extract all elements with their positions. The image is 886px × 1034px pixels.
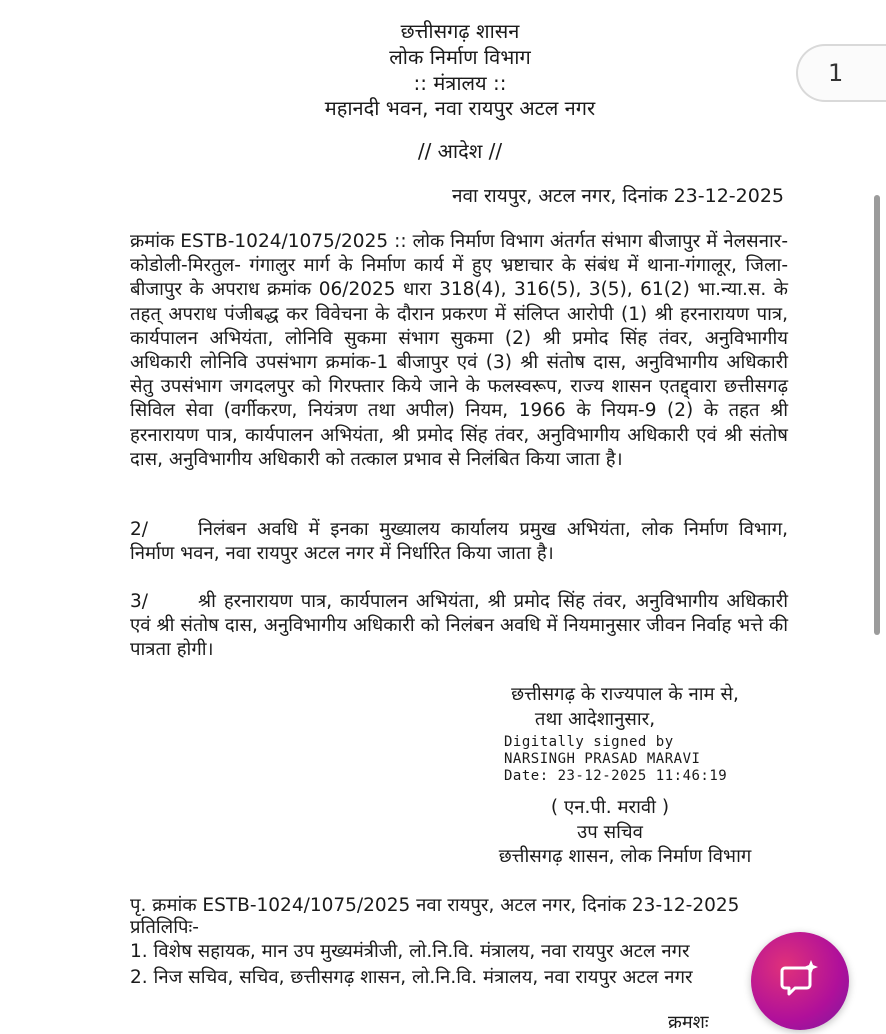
page-number-badge[interactable] — [796, 44, 886, 102]
copy-to-label: प्रतिलिपिः- — [130, 917, 199, 938]
paragraph-3 — [130, 590, 788, 663]
signatory-name: ( एन.पी. मरावी ) — [550, 797, 670, 818]
header-ministry: :: मंत्रालय :: — [413, 71, 507, 95]
digital-signature-label: Digitally signed by — [504, 734, 674, 750]
signatory-department: छत्तीसगढ़ शासन, लोक निर्माण विभाग — [498, 846, 752, 867]
endorsement-reference: पृ. क्रमांक ESTB-1024/1075/2025 नवा रायपुर, अटल नगर, दिनांक 23-12-2025 — [130, 895, 740, 916]
order-title: // आदेश // — [417, 139, 503, 163]
sparkle-chat-icon — [777, 956, 823, 1006]
ai-chat-button[interactable] — [751, 932, 849, 1030]
signatory-designation: उप सचिव — [577, 822, 643, 843]
digital-signature-name: NARSINGH PRASAD MARAVI — [504, 751, 701, 767]
scrollbar[interactable] — [874, 195, 880, 635]
by-order-line-1: छत्तीसगढ़ के राज्यपाल के नाम से, — [511, 684, 739, 705]
digital-signature-date: Date: 23-12-2025 11:46:19 — [504, 768, 728, 784]
paragraph-2-number: 2/ — [130, 519, 149, 540]
copy-recipient-2: 2. निज सचिव, सचिव, छत्तीसगढ़ शासन, लो.नि.वि. मंत्रालय, नवा रायपुर अटल नगर — [130, 967, 693, 988]
paragraph-2 — [130, 518, 788, 566]
copy-recipient-1: 1. विशेष सहायक, मान उप मुख्यमंत्रीजी, लो.नि.वि. मंत्रालय, नवा रायपुर अटल नगर — [130, 941, 690, 962]
order-date: नवा रायपुर, अटल नगर, दिनांक 23-12-2025 — [451, 185, 784, 207]
paragraph-3-number: 3/ — [130, 591, 149, 612]
paragraph-2-text: निलंबन अवधि में इनका मुख्यालय कार्यालय प्रमुख अभियंता, लोक निर्माण विभाग, निर्माण भवन, नवा रायपुर अटल नगर में निर्धारित किया जाता है। — [130, 519, 788, 565]
header-address: महानदी भवन, नवा रायपुर अटल नगर — [324, 96, 596, 120]
digital-signature — [504, 734, 727, 785]
paragraph-3-text: श्री हरनारायण पात्र, कार्यपालन अभियंता, श्री प्रमोद सिंह तंवर, अनुविभागीय अधिकारी एवं श्री संतोष दास, अनुविभागीय अधिकारी को निलंबन अवधि में नियमानुसार जीवन निर्वाह भत्ते की पात्रता होगी। — [130, 591, 788, 661]
header-department: लोक निर्माण विभाग — [389, 45, 531, 69]
continued-marker: क्रमशः — [668, 1012, 709, 1033]
page-number: 1 — [828, 59, 844, 87]
by-order-line-2: तथा आदेशानुसार, — [534, 709, 656, 730]
header-government: छत्तीसगढ़ शासन — [400, 19, 520, 43]
paragraph-1: क्रमांक ESTB-1024/1075/2025 :: लोक निर्माण विभाग अंतर्गत संभाग बीजापुर में नेलसनार-कोडोली-मिरतुल- गंगालुर मार्ग के निर्माण कार्य में हुए भ्रष्टाचार के संबंध में थाना-गंगालूर, जिला-बीजापुर के अपराध क्रमांक 06/2025 धारा 318(4), 316(5), 3(5), 61(2) भा.न्या.स. के तहत् अपराध पंजीबद्ध कर विवेचना के दौरान प्रकरण में संलिप्त आरोपी (1) श्री हरनारायण पात्र, कार्यपालन अभियंता, लोनिवि सुकमा संभाग सुकमा (2) श्री प्रमोद सिंह तंवर, अनुविभागीय अधिकारी लोनिवि उपसंभाग क्रमांक-1 बीजापुर एवं (3) श्री संतोष दास, अनुविभागीय अधिकारी सेतु उपसंभाग जगदलपुर को गिरफ्तार किये जाने के फलस्वरूप, राज्य शासन एतद्द्वारा छत्तीसगढ़ सिविल सेवा (वर्गीकरण, नियंत्रण तथा अपील) नियम, 1966 के नियम-9 (2) के तहत श्री हरनारायण पात्र, कार्यपालन अभियंता, श्री प्रमोद सिंह तंवर, अनुविभागीय अधिकारी एवं श्री संतोष दास, अनुविभागीय अधिकारी को तत्काल प्रभाव से निलंबित किया जाता है। — [130, 231, 788, 470]
